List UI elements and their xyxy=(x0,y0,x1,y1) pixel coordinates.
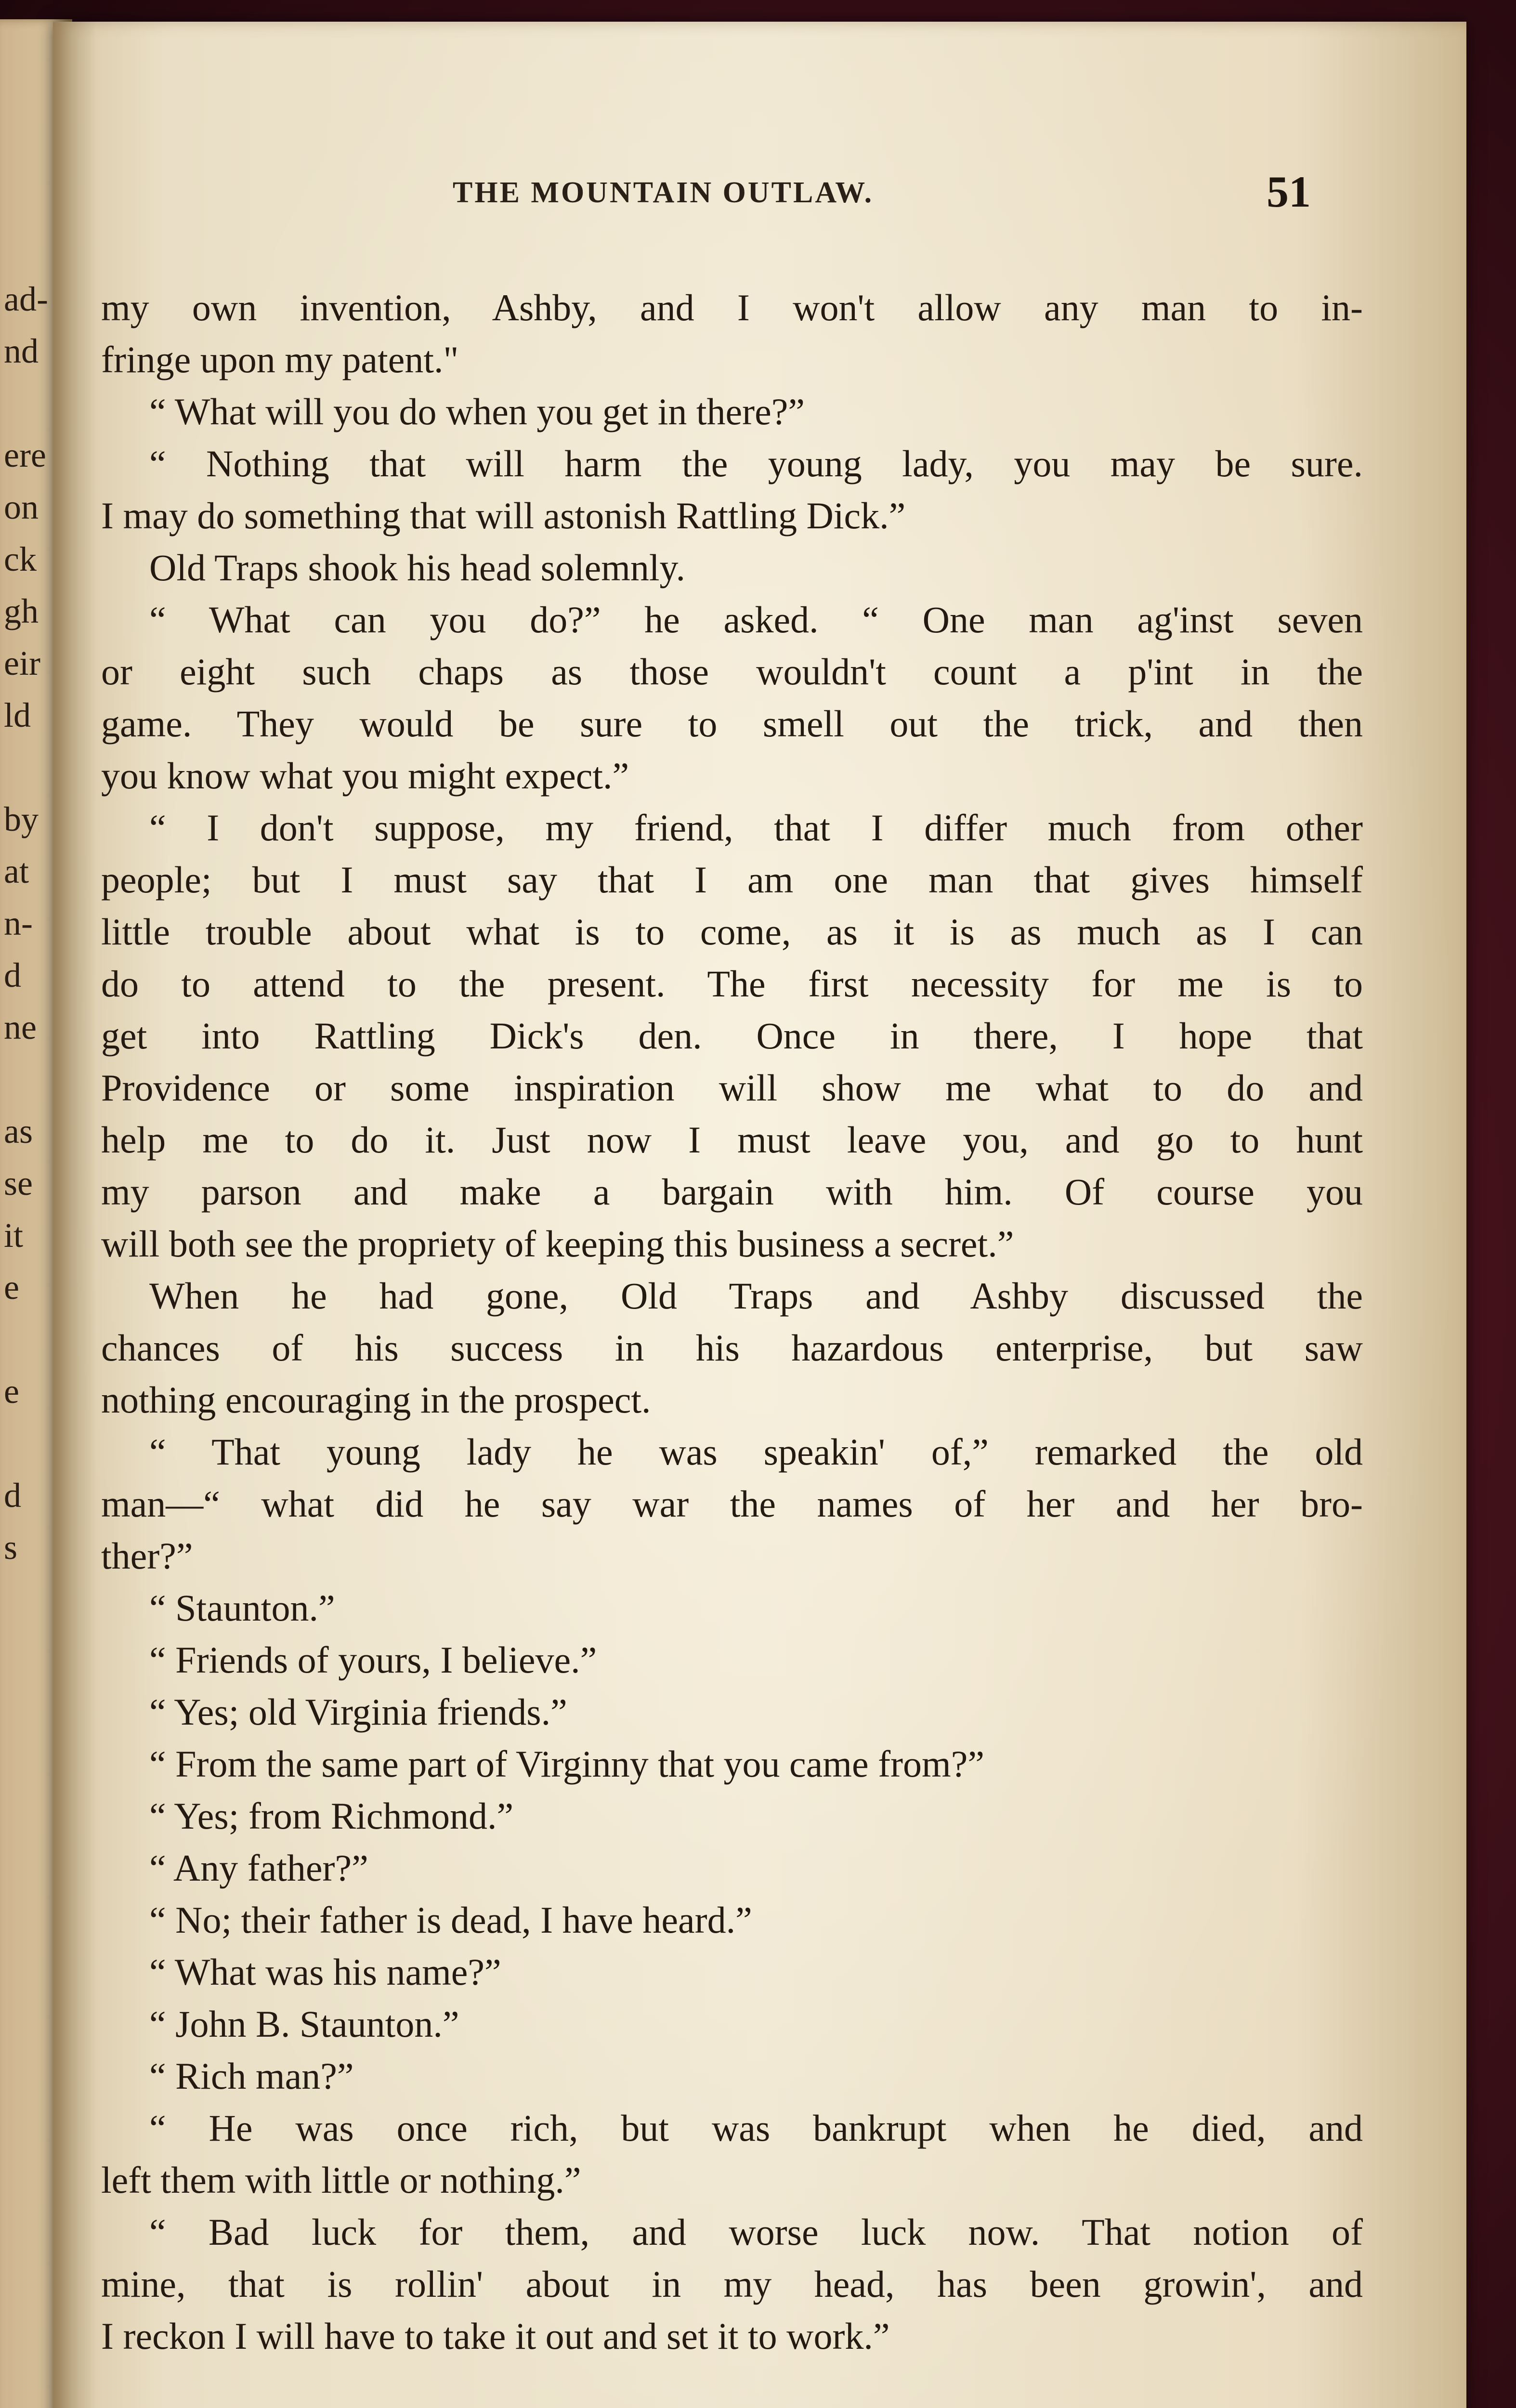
text-line: you know what you might expect.” xyxy=(101,755,629,797)
text-line: “ He was once rich, but was bankrupt when he died, and xyxy=(149,2107,1363,2149)
text-line: “ John B. Staunton.” xyxy=(149,2003,459,2045)
text-line: game. They would be sure to smell out the trick, and then xyxy=(101,703,1363,745)
facing-page-fragment: n- xyxy=(4,904,33,942)
text-line: will both see the propriety of keeping this business a secret.” xyxy=(101,1223,1014,1265)
text-line: nothing encouraging in the prospect. xyxy=(101,1379,651,1421)
text-line: “ Staunton.” xyxy=(149,1587,335,1629)
facing-page-fragment: ere xyxy=(4,436,46,474)
text-line: help me to do it. Just now I must leave you, and go to hunt xyxy=(101,1119,1363,1161)
text-line: When he had gone, Old Traps and Ashby discussed the xyxy=(149,1275,1363,1317)
text-line: “ Rich man?” xyxy=(149,2055,354,2097)
text-line: “ Yes; from Richmond.” xyxy=(149,1795,514,1837)
gutter-shadow xyxy=(53,22,96,2408)
text-line: “ What will you do when you get in there?” xyxy=(149,391,805,432)
facing-page-fragment: d xyxy=(4,1476,21,1515)
facing-page-fragment: ad- xyxy=(4,280,48,318)
text-line: fringe upon my patent." xyxy=(101,339,459,380)
text-line: “ No; their father is dead, I have heard.” xyxy=(149,1899,752,1941)
text-line: “ From the same part of Virginny that you came from?” xyxy=(149,1743,984,1785)
facing-page-fragment: ne xyxy=(4,1008,37,1047)
text-line: Old Traps shook his head solemnly. xyxy=(149,547,685,589)
facing-page-fragment: eir xyxy=(4,644,40,682)
facing-page-fragment: ld xyxy=(4,696,31,734)
facing-page-fragment: at xyxy=(4,852,29,890)
text-line: my parson and make a bargain with him. Of course you xyxy=(101,1171,1363,1213)
text-line: “ Any father?” xyxy=(149,1847,368,1889)
text-line: I may do something that will astonish Rattling Dick.” xyxy=(101,495,906,537)
facing-page-fragment: e xyxy=(4,1268,19,1307)
facing-page-fragment: as xyxy=(4,1112,33,1151)
running-head xyxy=(53,166,1466,224)
text-line: my own invention, Ashby, and I won't allow any man to in- xyxy=(101,287,1363,328)
book-page xyxy=(53,22,1466,2408)
text-line: ther?” xyxy=(101,1535,193,1577)
text-line: little trouble about what is to come, as it is as much as I can xyxy=(101,911,1363,953)
text-line: “ What was his name?” xyxy=(149,1951,501,1993)
facing-page-fragment: it xyxy=(4,1216,24,1255)
text-line: “ I don't suppose, my friend, that I differ much from other xyxy=(149,807,1363,849)
facing-page-fragment: by xyxy=(4,800,39,838)
text-line: or eight such chaps as those wouldn't count a p'int in the xyxy=(101,651,1363,693)
facing-page-fragment: se xyxy=(4,1164,33,1203)
text-line: “ Friends of yours, I believe.” xyxy=(149,1639,597,1681)
text-line: chances of his success in his hazardous enterprise, but saw xyxy=(101,1327,1363,1369)
text-line: mine, that is rollin' about in my head, has been growin', and xyxy=(101,2263,1363,2305)
text-line: people; but I must say that I am one man that gives himself xyxy=(101,859,1363,901)
text-line: Providence or some inspiration will show me what to do and xyxy=(101,1067,1363,1109)
facing-page-fragment: ck xyxy=(4,540,37,578)
text-line: “ Nothing that will harm the young lady, you may be sure. xyxy=(149,443,1363,484)
facing-page-fragment: d xyxy=(4,956,21,995)
text-line: “ That young lady he was speakin' of,” remarked the old xyxy=(149,1431,1363,1473)
facing-page-fragment: gh xyxy=(4,592,39,630)
text-line: do to attend to the present. The first necessity for me is to xyxy=(101,963,1363,1005)
page-number: 51 xyxy=(1267,167,1311,216)
text-line: left them with little or nothing.” xyxy=(101,2159,581,2201)
facing-page-fragment: s xyxy=(4,1528,18,1567)
running-title: THE MOUNTAIN OUTLAW. xyxy=(453,176,874,209)
text-line: “ Bad luck for them, and worse luck now. That notion of xyxy=(149,2211,1363,2253)
text-line: man—“ what did he say war the names of her and her bro- xyxy=(101,1483,1363,1525)
facing-page-fragment: on xyxy=(4,488,39,526)
text-line: I reckon I will have to take it out and set it to work.” xyxy=(101,2315,890,2357)
text-line: get into Rattling Dick's den. Once in there, I hope that xyxy=(101,1015,1363,1057)
facing-page-fragment: e xyxy=(4,1372,19,1411)
text-line: “ What can you do?” he asked. “ One man ag'inst seven xyxy=(149,599,1363,641)
text-line: “ Yes; old Virginia friends.” xyxy=(149,1691,567,1733)
body-text xyxy=(101,282,1363,2362)
facing-page-fragment: nd xyxy=(4,332,39,370)
